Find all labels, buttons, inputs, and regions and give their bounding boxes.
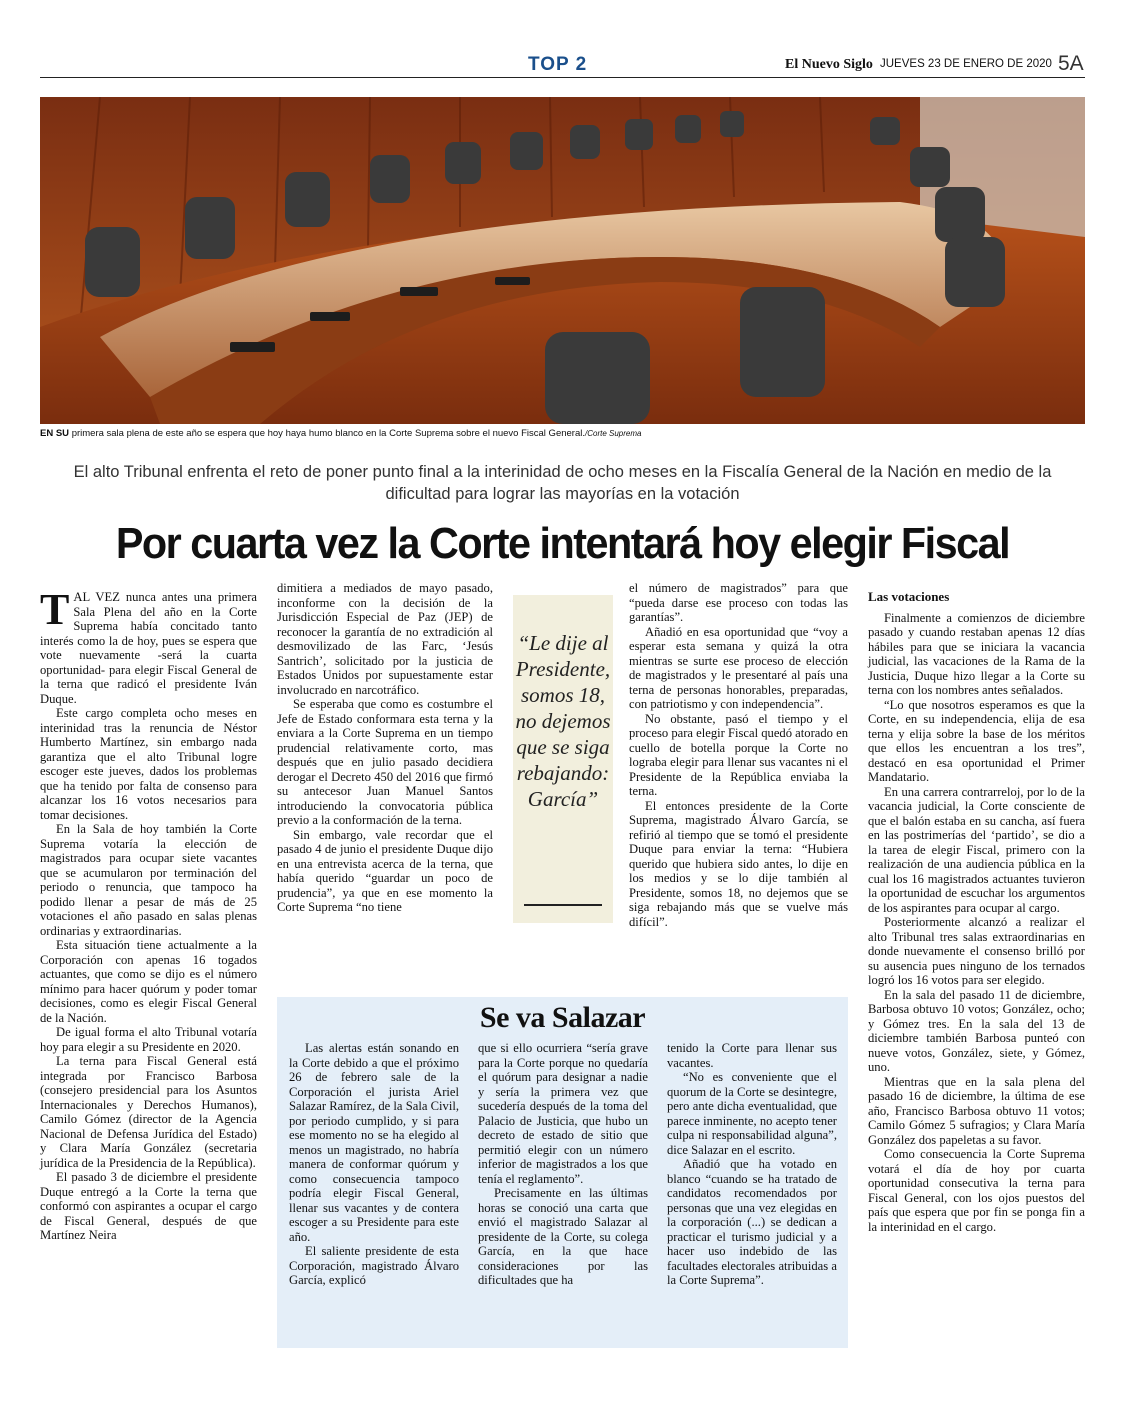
article-paragraph: Finalmente a comienzos de diciembre pasado y cuando restaban apenas 12 días hábiles para que se iniciara la vacancia judicial, las vacaciones de la Rama de la Justicia, Duque hizo llegar a la Corte su terna con los nombres antes señalados. [868,610,1085,697]
sidebar-title: Se va Salazar [479,1001,646,1034]
sidebar-column-2 [478,1041,648,1288]
article-paragraph: La terna para Fiscal General está integrada por Francisco Barbosa (consejero presidencial para los Asuntos Internacionales y Derechos Humanos), Camilo Gómez (director de la Agencia Nacional de Defensa Jurídica del Estado) y Clara María González (secretaria jurídica de la Presidencia de la República). [40,1054,257,1170]
sidebar-column-3 [667,1041,837,1288]
article-paragraph: Posteriormente alcanzó a realizar el alto Tribunal tres salas extraordinarias en donde nuevamente el consenso brilló por su ausencia pues ninguno de los ternados logró los 16 votos para ser elegido. [868,915,1085,987]
article-paragraph: El entonces presidente de la Corte Suprema, magistrado Álvaro García, se refirió al tiempo que se tomó el presidente Duque para enviar la terna: “Hubiera querido que hubiera sido antes, lo dije en los medios y se lo dije también al Presidente, somos 18, no dejemos que se siga rebajando más que se vuelve más difícil”. [629,798,848,929]
sidebar-column-1 [289,1041,459,1288]
sidebar-paragraph: que si ello ocurriera “sería grave para la Corte porque no quedaría el quórum para designar a nadie y sería la primera vez que sucedería después de la toma del Palacio de Justicia, que hubo un decreto de estado de sitio que permitió elegir con un número inferior de magistrados a los que tenía el reglamento”. [478,1041,648,1186]
page-number: 5A [1058,52,1084,75]
photo-caption [40,428,641,439]
article-column-1 [40,585,257,1243]
deck: El alto Tribunal enfrenta el reto de poner punto final a la interinidad de ocho meses en la Fiscalía General de la Nación en medio de la dificultad para lograr las mayorías en la votación [73,463,1052,503]
pull-quote-rule [524,904,602,906]
issue-date: JUEVES 23 DE ENERO DE 2020 [880,58,1052,70]
court-chamber-photo [40,97,1085,424]
article-paragraph: Mientras que en la sala plena del pasado 16 de diciembre, la última de ese año, Francisco Barbosa obtuvo 11 votos; Camilo Gómez 5 sufragios; y Clara María González dos papeletas a su favor. [868,1074,1085,1147]
pull-quote: “Le dije al Presidente, somos 18, no dejemos que se siga rebajando: García” [515,631,611,811]
headline: Por cuarta vez la Corte intentará hoy elegir Fiscal [115,519,1010,568]
sidebar-paragraph: tenido la Corte para llenar sus vacantes. [667,1041,837,1070]
article-paragraph: En la Sala de hoy también la Corte Suprema votaría la elección de magistrados para ocupar siete vacantes que se acumularon por terminación del periodo o renuncia, que tampoco ha podido llenar a pesar de más de 25 votaciones el año pasado en salas plenas ordinarias y extraordinarias. [40,822,257,938]
article-paragraph: En una carrera contrarreloj, por lo de la vacancia judicial, la Corte consciente de que el balón estaba en su cancha, así fuera en las postrimerías del ‘partido’, se dio a la tarea de elegir Fiscal, primero con la realización de una audiencia pública en la cual los 16 magistrados actuantes tuvieron la oportunidad de escuchar los argumentos de los aspirantes para ocupar al cargo. [868,784,1085,915]
subhead-votaciones: Las votaciones [868,589,950,604]
article-paragraph: TAL VEZ nunca antes una primera Sala Plena del año en la Corte Suprema había concitado tanto interés como la de hoy, pues se espera que vote nuevamente -será la cuarta oportunidad- para elegir Fiscal General de la terna que radicó el presidente Iván Duque. [40,585,257,706]
section-label: TOP 2 [528,54,588,75]
article-paragraph: “Lo que nosotros esperamos es que la Corte, en su independencia, elija de esa terna y elija sobre la base de los méritos que ellos les encuentran a los tres”, destacó en esa oportunidad el Primer Mandatario. [868,697,1085,784]
drop-cap: T [40,585,70,634]
article-paragraph: Como consecuencia la Corte Suprema votará el día de hoy por cuarta oportunidad consecutiva la terna para Fiscal General, con los ojos puestos del país que espera que por fin se ponga fin a la interinidad en el cargo. [868,1147,1085,1234]
caption-credit: /Corte Suprema [585,429,642,438]
sidebar-paragraph: Precisamente en las últimas horas se conoció una carta que envió el magistrado Salazar al presidente de la Corte, su colega García, en la que hace consideraciones por las dificultades que ha [478,1186,648,1287]
caption-text: primera sala plena de este año se espera que hoy haya humo blanco en la Corte Suprema sobre el nuevo Fiscal General. [71,428,585,439]
article-paragraph: dimitiera a mediados de mayo pasado, inconforme con la decisión de la Jurisdicción Especial de Paz (JEP) de reconocer la garantía de no extradición al desmovilizado de las Farc, ‘Jesús Santrich’, solicitado por la justicia de Estados Unidos por supuestamente estar involucrado en narcotráfico. [277,581,493,697]
article-paragraph: Este cargo completa ocho meses en interinidad tras la renuncia de Néstor Humberto Martínez, sin embargo nada garantiza que el alto Tribunal logre escoger este jueves, dados los problemas que ha tenido por falta de consenso para alcanzar los 16 votos necesarios para tomar decisiones. [40,706,257,822]
header-rule [40,77,1085,78]
article-paragraph: el número de magistrados” para que “pueda darse ese proceso con todas las garantías”. [629,581,848,624]
article-paragraph: Esta situación tiene actualmente a la Corporación con apenas 16 togados actuantes, que como se dijo es el número mínimo para hacer quórum y poder tomar decisiones, como es elegir Fiscal General de la Nación. [40,938,257,1025]
sidebar-paragraph: “No es conveniente que el quorum de la Corte se desintegre, pero ante dicha eventualidad, que parece inminente, no acepto tener culpa ni responsabilidad alguna”, dice Salazar en el escrito. [667,1070,837,1157]
article-column-3 [629,581,848,929]
article-paragraph: No obstante, pasó el tiempo y el proceso para elegir Fiscal quedó atorado en cuello de botella porque la Corte no lograba elegir para llenar sus vacantes ni el Presidente de la República enviaba la terna. [629,711,848,798]
article-paragraph: De igual forma el alto Tribunal votaría hoy para elegir a su Presidente en 2020. [40,1025,257,1054]
sidebar-paragraph: Añadió que ha votado en blanco “cuando se ha tratado de candidatos recomendados por personas que una vez elegidas en la corporación (...) se dedican a practicar el turismo judicial y a hacer uso indebido de las facultades electorales atribuidas a la Corte Suprema”. [667,1157,837,1287]
article-column-4 [868,590,1085,1234]
article-paragraph: El pasado 3 de diciembre el presidente Duque entregó a la Corte la terna que conformó con aspirantes a ocupar el cargo de Fiscal General, después de que Martínez Neira [40,1170,257,1242]
sidebar-paragraph: El saliente presidente de esta Corporación, magistrado Álvaro García, explicó [289,1244,459,1287]
photo-illustration [40,97,1085,424]
masthead: El Nuevo Siglo [785,57,873,72]
article-paragraph: En la sala del pasado 11 de diciembre, Barbosa obtuvo 10 votos; González, ocho; y Gómez tres. En la sala del 13 de diciembre también Barbosa punteó con nueve votos, González, siete, y Gómez, uno. [868,987,1085,1074]
article-column-2 [277,581,493,915]
article-paragraph: Sin embargo, vale recordar que el pasado 4 de junio el presidente Duque dijo en una entrevista acerca de la terna, que había querido “guardar un poco de prudencia”, ya que en ese momento la Corte Suprema “no tiene [277,827,493,914]
sidebar-paragraph: Las alertas están sonando en la Corte debido a que el próximo 26 de febrero sale de la Corporación el jurista Ariel Salazar Ramírez, de la Sala Civil, por periodo cumplido, y si para ese momento no se ha elegido al menos un magistrado, no habría manera de conformar quórum y como consecuencia tampoco podría elegir Fiscal General, llenar sus vacantes y de contera escoger a su Presidente para este año. [289,1041,459,1244]
caption-lead: EN SU [40,428,70,439]
article-paragraph: Añadió en esa oportunidad que “voy a esperar esta semana y quizá la otra mientras se surte ese proceso de elección de magistrados y le presentaré al país una terna de personas honorables, preparadas, con patriotismo y con independencia”. [629,624,848,711]
article-paragraph: Se esperaba que como es costumbre el Jefe de Estado conformara esta terna y la enviara a la Corte Suprema en un tiempo prudencial relativamente corto, mas después que en julio pasado decidiera derogar el Decreto 450 del 2016 que firmó su antecesor Juan Manuel Santos introduciendo la convocatoria pública previo a la conformación de la terna. [277,697,493,827]
